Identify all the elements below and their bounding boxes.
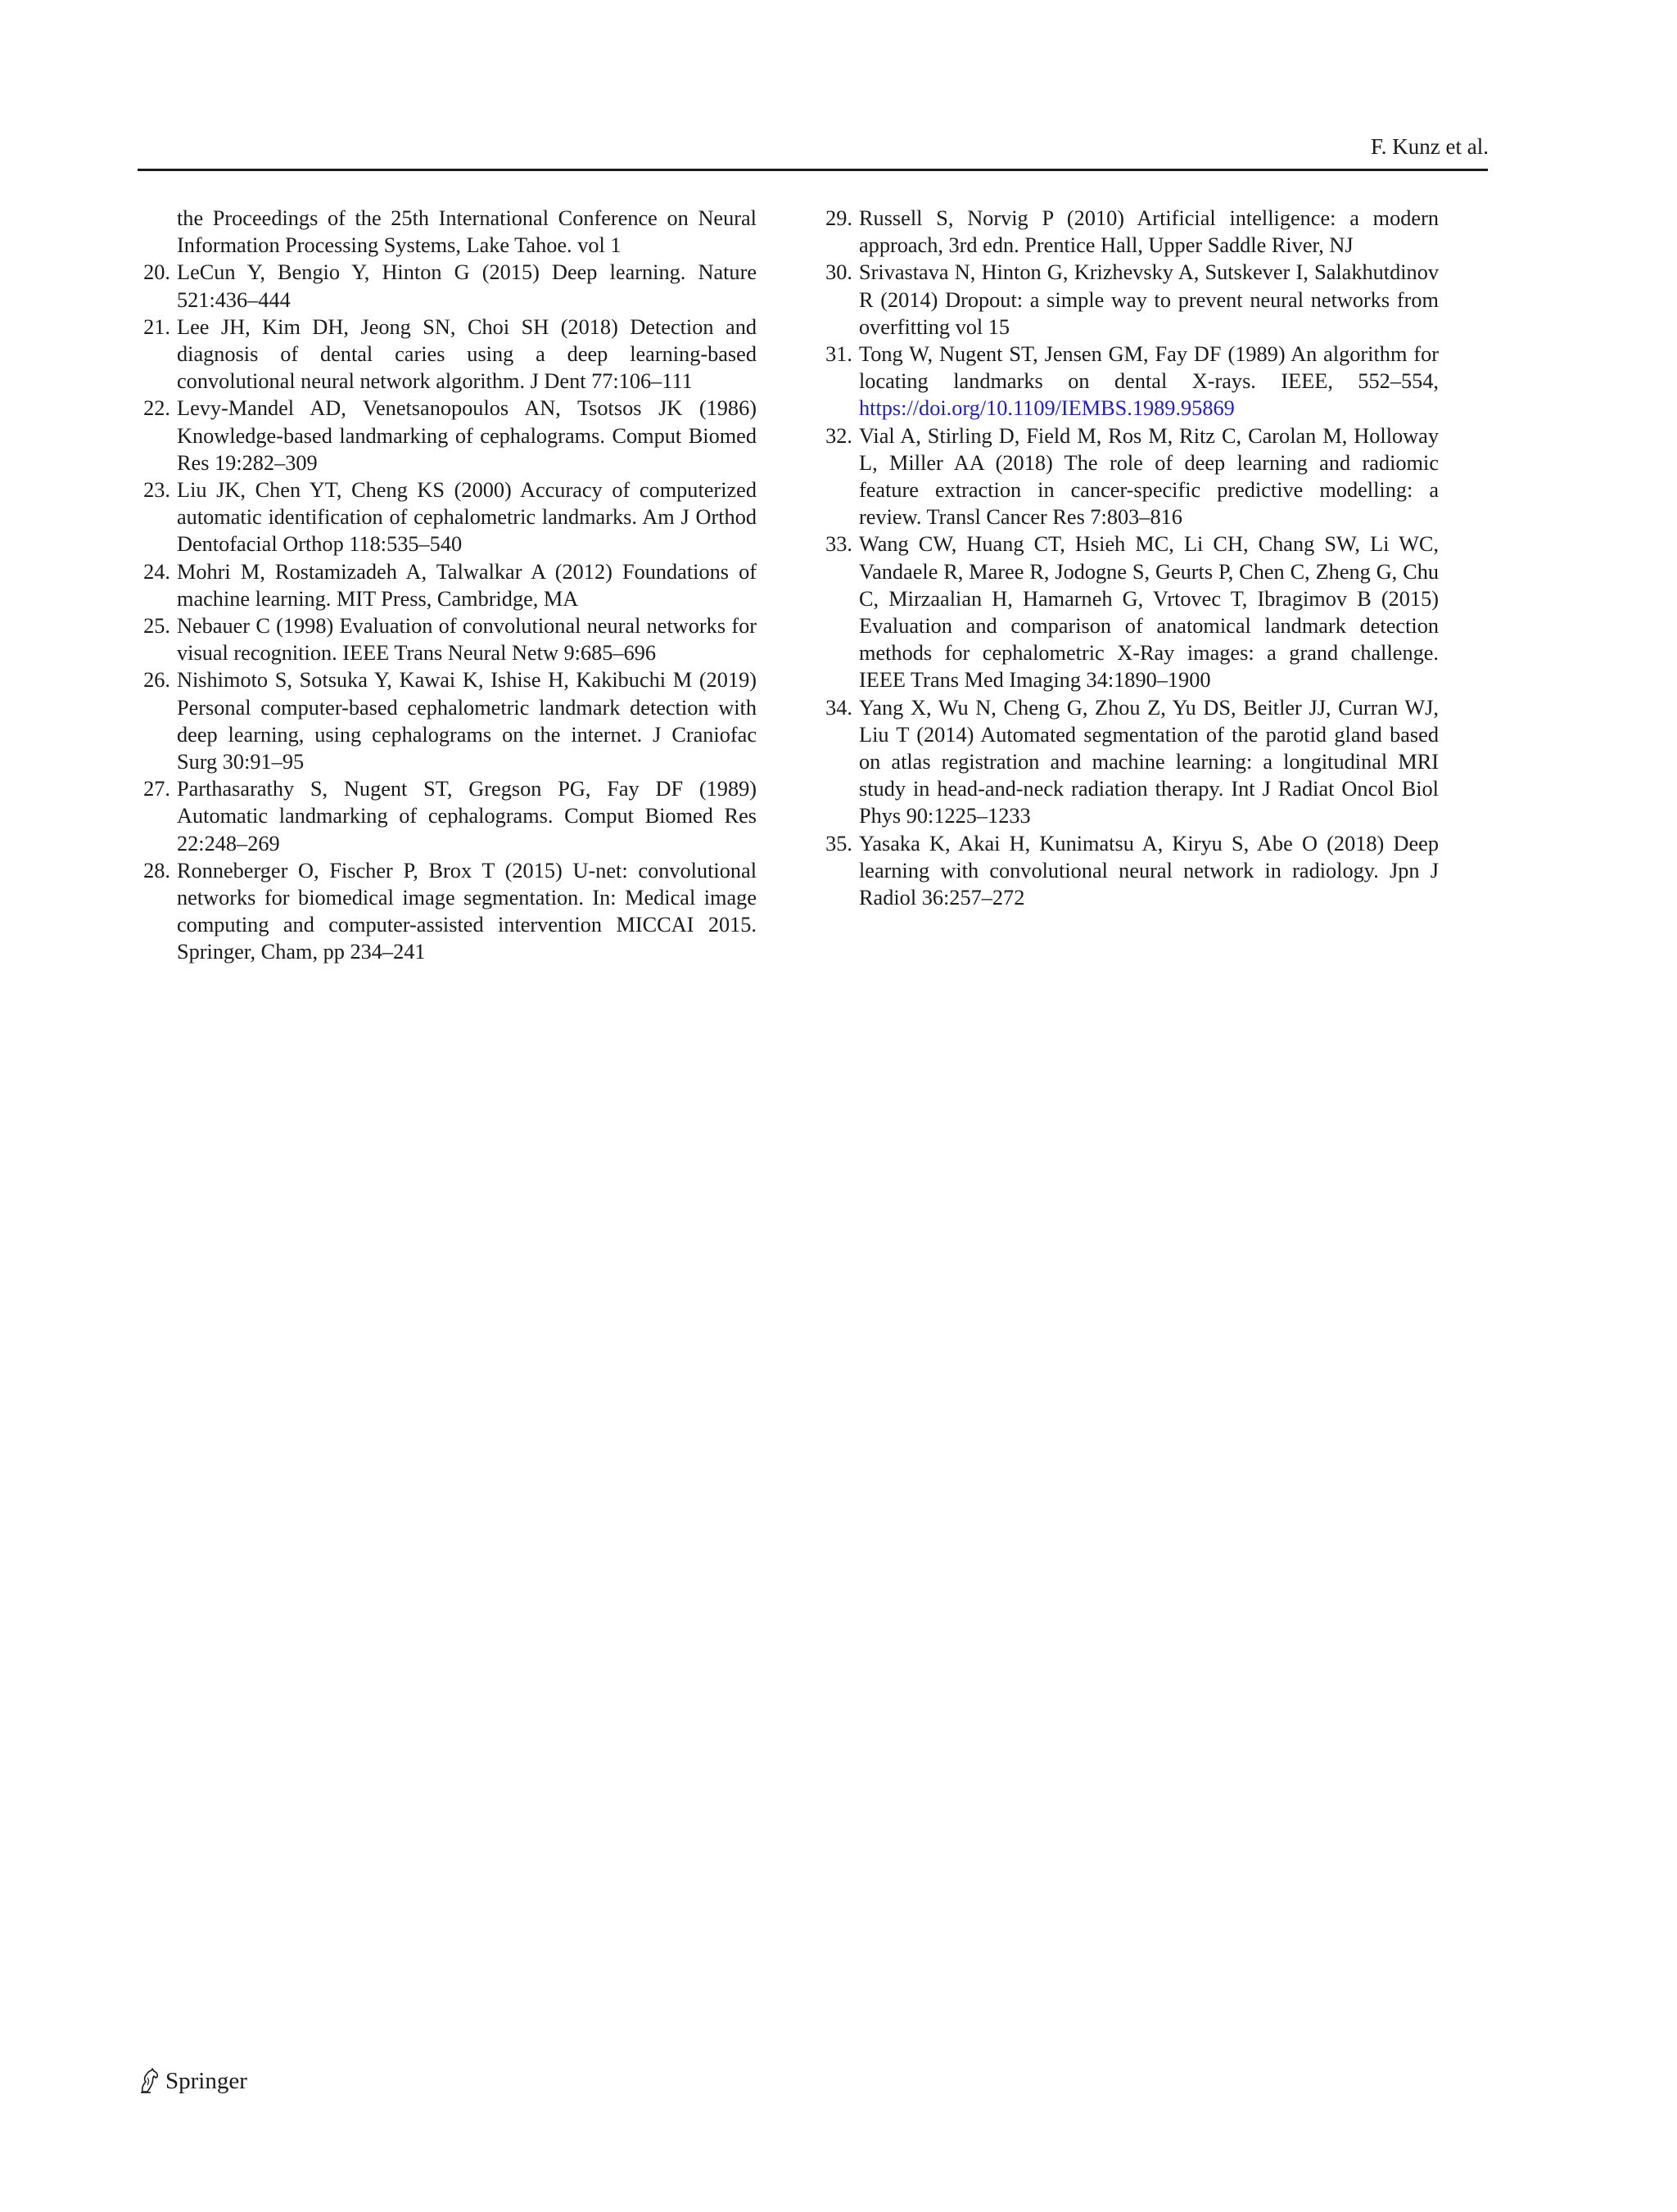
reference-entry xyxy=(138,857,757,966)
reference-text xyxy=(177,857,757,966)
reference-text xyxy=(859,205,1439,259)
reference-text-body: Yasaka K, Akai H, Kunimatsu A, Kiryu S, Abe O (2018) Deep learning with convolutional neural network in radiology. Jpn J Radiol 36:257–272 xyxy=(859,831,1439,910)
reference-number: 29. xyxy=(825,206,852,230)
reference-text-body: Mohri M, Rostamizadeh A, Talwalkar A (2012) Foundations of machine learning. MIT Press, Cambridge, MA xyxy=(177,559,757,611)
reference-entry xyxy=(138,259,757,313)
reference-number: 26. xyxy=(143,668,170,693)
reference-text-body: Wang CW, Huang CT, Hsieh MC, Li CH, Chang SW, Li WC, Vandaele R, Maree R, Jodogne S, Geurts P, Chen C, Zheng G, Chu C, Mirzaalian H, Hamarneh G, Vrtovec T, Ibragimov B (2015) Evaluation and comparison of anatomical landmark detection methods for cephalometric X-Ray images: a grand challenge. IEEE Trans Med Imaging 34:1890–1900 xyxy=(859,532,1439,693)
reference-text xyxy=(859,694,1439,830)
reference-entry xyxy=(138,395,757,476)
reference-text xyxy=(177,612,757,666)
reference-text-body: Parthasarathy S, Nugent ST, Gregson PG, Fay DF (1989) Automatic landmarking of cephalograms. Comput Biomed Res 22:248–269 xyxy=(177,777,757,855)
reference-number: 32. xyxy=(825,423,852,448)
reference-number: 33. xyxy=(825,532,852,557)
reference-text xyxy=(859,530,1439,693)
reference-number: 22. xyxy=(143,396,170,421)
reference-entry xyxy=(820,830,1439,912)
reference-number: 24. xyxy=(143,559,170,584)
reference-text xyxy=(177,775,757,857)
reference-text xyxy=(859,341,1439,422)
reference-number: 28. xyxy=(143,858,170,883)
reference-number: 35. xyxy=(825,831,852,855)
reference-text-body: Tong W, Nugent ST, Jensen GM, Fay DF (1989) An algorithm for locating landmarks on dental X-rays. IEEE, 552–554, xyxy=(859,342,1439,394)
publisher-name: Springer xyxy=(165,2068,247,2094)
reference-entry xyxy=(138,476,757,558)
reference-text-body: Srivastava N, Hinton G, Krizhevsky A, Sutskever I, Salakhutdinov R (2014) Dropout: a simple way to prevent neural networks from overfitting vol 15 xyxy=(859,260,1439,339)
reference-text-body: LeCun Y, Bengio Y, Hinton G (2015) Deep learning. Nature 521:436–444 xyxy=(177,260,757,312)
reference-text-body: Vial A, Stirling D, Field M, Ros M, Ritz C, Carolan M, Holloway L, Miller AA (2018) The role of deep learning and radiomic feature extraction in cancer-specific predictive modelling: a review. Transl Cancer Res 7:803–816 xyxy=(859,423,1439,530)
reference-number: 20. xyxy=(143,260,170,285)
reference-text xyxy=(177,259,757,313)
reference-number: 34. xyxy=(825,695,852,720)
reference-entry xyxy=(138,314,757,395)
reference-text-body: the Proceedings of the 25th International Conference on Neural Information Processing Systems, Lake Tahoe. vol 1 xyxy=(177,206,757,258)
reference-entry xyxy=(820,422,1439,531)
reference-text-body: Yang X, Wu N, Cheng G, Zhou Z, Yu DS, Beitler JJ, Curran WJ, Liu T (2014) Automated segmentation of the parotid gland based on atlas registration and machine learning: a longitudinal MRI study in head-and-neck radiation therapy. Int J Radiat Oncol Biol Phys 90:1225–1233 xyxy=(859,695,1439,828)
reference-text xyxy=(177,666,757,775)
references-column-right xyxy=(820,205,1439,911)
reference-entry xyxy=(820,694,1439,830)
reference-text xyxy=(177,314,757,395)
reference-text xyxy=(859,422,1439,531)
doi-link[interactable]: https://doi.org/10.1109/IEMBS.1989.95869 xyxy=(859,396,1235,421)
reference-entry xyxy=(138,558,757,612)
reference-number: 30. xyxy=(825,260,852,285)
reference-text xyxy=(177,558,757,612)
reference-text-body: Lee JH, Kim DH, Jeong SN, Choi SH (2018) Detection and diagnosis of dental caries using a deep learning-based convolutional neural network algorithm. J Dent 77:106–111 xyxy=(177,314,757,394)
reference-text-body: Levy-Mandel AD, Venetsanopoulos AN, Tsotsos JK (1986) Knowledge-based landmarking of cephalograms. Comput Biomed Res 19:282–309 xyxy=(177,396,757,475)
reference-text xyxy=(177,395,757,476)
springer-horse-icon xyxy=(138,2068,160,2094)
reference-entry xyxy=(820,530,1439,693)
reference-entry xyxy=(138,612,757,666)
references-column-left xyxy=(138,205,757,966)
reference-continuation xyxy=(138,205,757,259)
reference-text-body: Russell S, Norvig P (2010) Artificial intelligence: a modern approach, 3rd edn. Prentice Hall, Upper Saddle River, NJ xyxy=(859,206,1439,258)
reference-number: 25. xyxy=(143,614,170,639)
reference-number: 31. xyxy=(825,342,852,367)
reference-text xyxy=(177,476,757,558)
reference-number: 27. xyxy=(143,777,170,801)
header-rule xyxy=(138,169,1488,171)
reference-text-body: Liu JK, Chen YT, Cheng KS (2000) Accuracy of computerized automatic identification of cephalometric landmarks. Am J Orthod Dentofacial Orthop 118:535–540 xyxy=(177,478,757,557)
reference-number: 23. xyxy=(143,478,170,503)
reference-text-body: Ronneberger O, Fischer P, Brox T (2015) U-net: convolutional networks for biomedical image segmentation. In: Medical image computing and computer-assisted intervention MICCAI 2015. Springer, Cham, pp 234–241 xyxy=(177,858,757,964)
reference-text xyxy=(177,205,757,259)
reference-entry xyxy=(820,205,1439,259)
reference-entry xyxy=(820,259,1439,341)
running-head: F. Kunz et al. xyxy=(1370,134,1489,159)
reference-text xyxy=(859,259,1439,341)
reference-entry xyxy=(138,666,757,775)
reference-text-body: Nishimoto S, Sotsuka Y, Kawai K, Ishise H, Kakibuchi M (2019) Personal computer-based cephalometric landmark detection with deep learning, using cephalograms on the internet. J Craniofac Surg 30:91–95 xyxy=(177,668,757,774)
reference-text-body: Nebauer C (1998) Evaluation of convolutional neural networks for visual recognition. IEEE Trans Neural Netw 9:685–696 xyxy=(177,614,757,666)
reference-text xyxy=(859,830,1439,912)
reference-entry xyxy=(820,341,1439,422)
publisher-footer xyxy=(138,2067,247,2095)
reference-number: 21. xyxy=(143,314,170,339)
reference-entry xyxy=(138,775,757,857)
